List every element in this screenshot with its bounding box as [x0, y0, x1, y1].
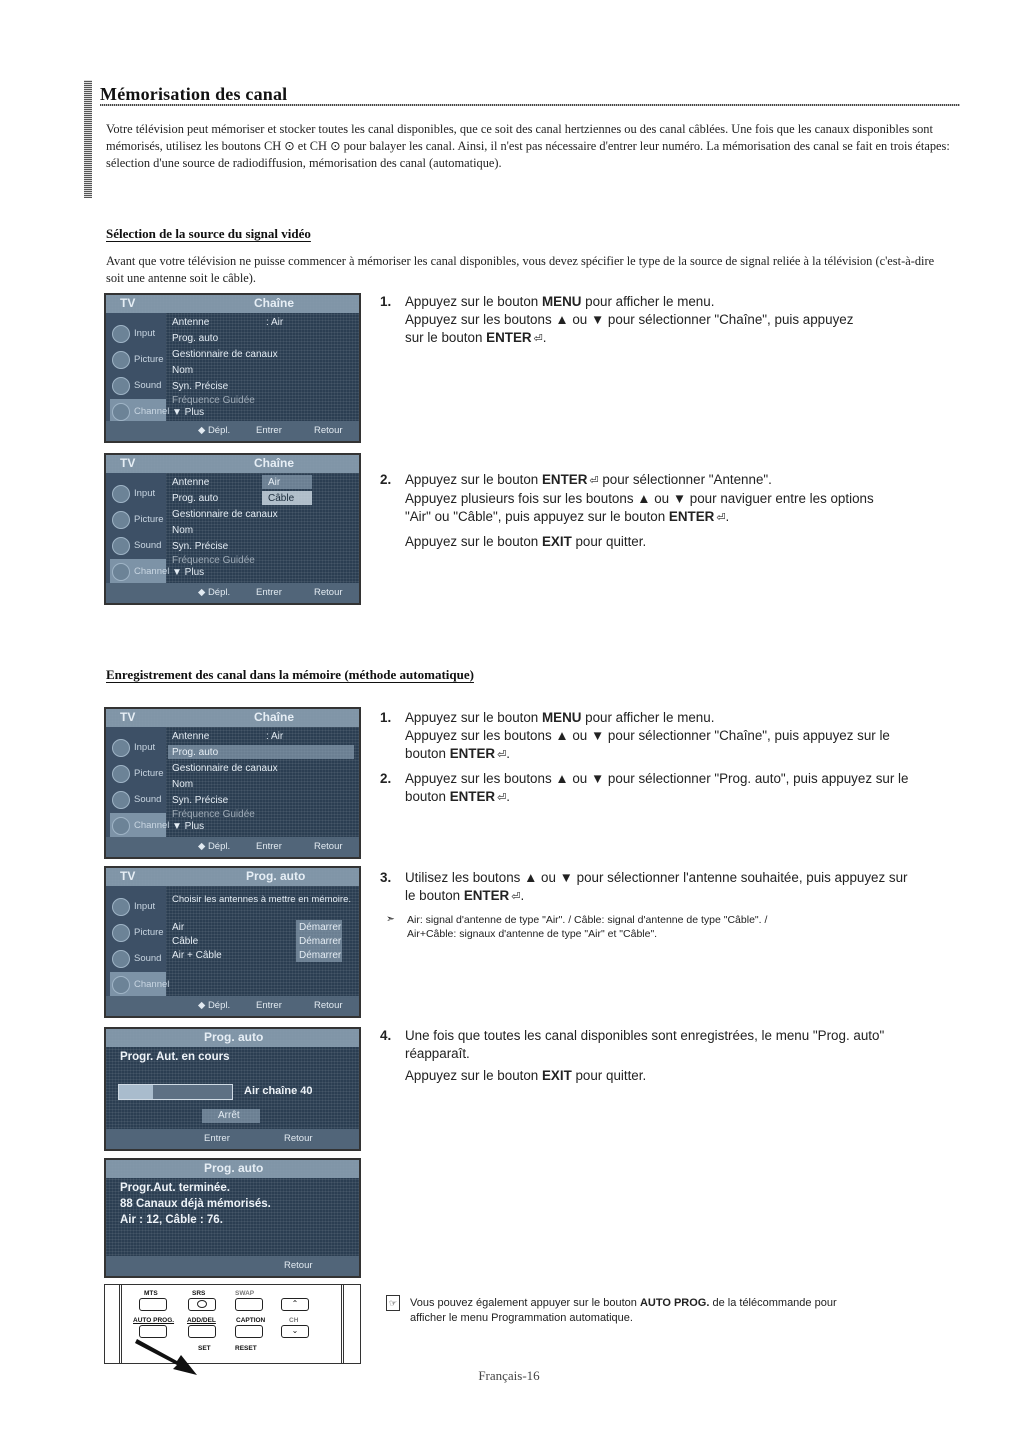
channel-icon: [112, 976, 130, 994]
enter-icon: ⏎: [716, 512, 726, 524]
swap-button: [235, 1298, 263, 1311]
input-icon: [112, 739, 130, 757]
osd-item-antenna: Antenne: [172, 317, 210, 328]
osd-done-line2: 88 Canaux déjà mémorisés.: [120, 1198, 271, 1210]
osd-done-line1: Progr.Aut. terminée.: [120, 1182, 230, 1194]
osd-menu-title: Chaîne: [254, 296, 295, 310]
osd-side-channel: Channel: [110, 399, 166, 425]
ch-up-button: ⌃: [281, 1298, 309, 1311]
sound-icon: [112, 950, 130, 968]
osd-start-both: Démarrer: [299, 950, 342, 961]
osd-item-guided-frequency: Fréquence Guidée: [172, 395, 255, 406]
osd-done-line3: Air : 12, Câble : 76.: [120, 1214, 223, 1226]
page-number: Français-16: [478, 1368, 540, 1383]
header-accent-bar: [84, 80, 92, 198]
picture-icon: [112, 351, 130, 369]
osd-progress-bar: [118, 1084, 233, 1100]
osd-channel-menu-2: TV Chaîne Input Picture Sound Channel Antenne Air Prog. auto Câble Gestionnaire de canaux Nom Syn. Précise Fréquence Guidée ▼ Plus ◆ Dépl. Entrer Retour: [104, 453, 361, 605]
osd-side-sound: Sound: [110, 373, 166, 399]
note-arrow-icon: ➣: [386, 913, 395, 925]
osd-channel-readout: Air chaîne 40: [244, 1085, 313, 1097]
section1-step1: 1. Appuyez sur le bouton MENU pour afficher le menu. Appuyez sur les boutons ▲ ou ▼ pour sélectionner "Chaîne", puis appuyez sur le bouton ENTER ⏎.: [380, 293, 980, 348]
input-icon: [112, 485, 130, 503]
section2-note: Air: signal d'antenne de type "Air". / Câble: signal d'antenne de type "Câble". / Air+Câble: signaux d'antenne de type "Air" et "Câble".: [407, 914, 768, 940]
section2-step1: 1. Appuyez sur le bouton MENU pour afficher le menu. Appuyez sur les boutons ▲ ou ▼ pour sélectionner "Chaîne", puis appuyez sur le bouton ENTER ⏎.: [380, 709, 990, 764]
enter-icon: ⏎: [497, 749, 507, 761]
osd-autoprog-done: Prog. auto Progr.Aut. terminée. 88 Canaux déjà mémorisés. Air : 12, Câble : 76. Retour: [104, 1158, 361, 1278]
intro-paragraph: Votre télévision peut mémoriser et stocker toutes les canal disponibles, que ce soit des canal hertziennes ou des canal câblées. Une fois que les canaux disponibles sont mémorisés, utilisez les boutons CH ⊙ et CH ⊙ pour balayer les canal. Ainsi, il n'est pas nécessaire d'entrer leur numéro. La mémorisation des canal se fait en trois étapes: sélection d'une source de radiodiffusion, mémorisation des canal (automatique).: [106, 122, 950, 170]
osd-channel-menu-1: [104, 293, 361, 443]
sound-icon: [112, 791, 130, 809]
osd-tv-label: TV: [120, 296, 136, 310]
osd-item-autoprog: Prog. auto: [172, 333, 219, 344]
osd-item-more: ▼ Plus: [172, 407, 205, 418]
osd-item-fine-tune: Syn. Précise: [172, 381, 229, 392]
ch-down-button: ⌄: [281, 1325, 309, 1338]
osd-autoprog-antenna-select: TV Prog. auto Input Picture Sound Channel Choisir les antennes à mettre en mémoire. Air Câble Air + Câble Démarrer Démarrer Démarrer ◆ Dépl. Entrer Retour: [104, 866, 361, 1018]
caption-button: [235, 1325, 263, 1338]
osd-footer: ◆ Dépl. Entrer Retour: [106, 421, 359, 441]
sound-icon: [112, 377, 130, 395]
osd-option-air: Air: [268, 477, 281, 488]
osd-ant-air: Air: [172, 922, 185, 933]
osd-item-antenna-value: : Air: [266, 317, 284, 328]
section1-step2: 2. Appuyez sur le bouton ENTER ⏎ pour sélectionner "Antenne". Appuyez plusieurs fois sur les boutons ▲ ou ▼ pour naviguer entre les options "Air" ou "Câble", puis appuyez sur le bouton ENTER ⏎. Appuyez sur le bouton EXIT pour quitter.: [380, 472, 874, 549]
mts-button: [139, 1298, 167, 1311]
osd-side-picture: Picture: [110, 347, 166, 373]
input-icon: [112, 325, 130, 343]
remote-control-illustration: MTS SRS SWAP ⌃ AUTO PROG. ADD/DEL CAPTION CH ⌄ SET RESET: [104, 1284, 361, 1364]
osd-progress-text: Progr. Aut. en cours: [120, 1051, 230, 1063]
osd-ant-cable: Câble: [172, 936, 199, 947]
page-title: Mémorisation des canal: [100, 84, 288, 104]
osd-side-input: Input: [110, 321, 166, 347]
picture-icon: [112, 924, 130, 942]
sound-icon: [112, 537, 130, 555]
osd-autoprog-progress: Prog. auto Progr. Aut. en cours Air chaîne 40 Arrêt Entrer Retour: [104, 1027, 361, 1151]
auto-prog-tip: Vous pouvez également appuyer sur le bouton AUTO PROG. de la télécommande pour afficher le menu Programmation automatique.: [410, 1297, 837, 1324]
section2-step3: 3. Utilisez les boutons ▲ ou ▼ pour sélectionner l'antenne souhaitée, puis appuyez sur le bouton ENTER ⏎.: [380, 869, 990, 906]
section1-intro: Avant que votre télévision ne puisse commencer à mémoriser les canal disponibles, vous devez spécifier le type de la source de signal reliée à la télévision (c'est-à-dire soit une antenne soit le câble).: [106, 254, 935, 285]
channel-icon: [112, 817, 130, 835]
osd-item-name: Nom: [172, 365, 194, 376]
osd-item-channel-manager: Gestionnaire de canaux: [172, 349, 278, 360]
osd-channel-menu-3: TV Chaîne Input Picture Sound Channel Antenne : Air Prog. auto Gestionnaire de canaux Nom Syn. Précise Fréquence Guidée ▼ Plus ◆ Dépl. Entrer Retour: [104, 707, 361, 859]
osd-start-air: Démarrer: [299, 922, 342, 933]
section2-step4: 4. Une fois que toutes les canal disponibles sont enregistrées, le menu "Prog. auto" réapparaît. Appuyez sur le bouton EXIT pour quitter.: [380, 1028, 885, 1083]
osd-option-cable: Câble: [268, 493, 295, 504]
note-icon: ☞: [386, 1295, 400, 1311]
enter-icon: ⏎: [497, 792, 507, 804]
picture-icon: [112, 765, 130, 783]
osd-choose-antenna-text: Choisir les antennes à mettre en mémoire.: [172, 894, 351, 905]
osd-ant-air-cable: Air + Câble: [172, 950, 222, 961]
enter-icon: ⏎: [533, 333, 543, 345]
osd-stop-button: Arrêt: [218, 1110, 240, 1121]
srs-button: [188, 1298, 216, 1311]
enter-icon: ⏎: [511, 891, 521, 903]
section2-step2: 2. Appuyez sur les boutons ▲ ou ▼ pour sélectionner "Prog. auto", puis appuyez sur le bouton ENTER ⏎.: [380, 770, 990, 807]
title-rule: [100, 104, 960, 106]
picture-icon: [112, 511, 130, 529]
enter-icon: ⏎: [589, 475, 599, 487]
input-icon: [112, 898, 130, 916]
osd-start-cable: Démarrer: [299, 936, 342, 947]
channel-icon: [112, 563, 130, 581]
section2-title: Enregistrement des canal dans la mémoire (méthode automatique): [106, 667, 474, 682]
section1-title: Sélection de la source du signal vidéo: [106, 226, 311, 241]
